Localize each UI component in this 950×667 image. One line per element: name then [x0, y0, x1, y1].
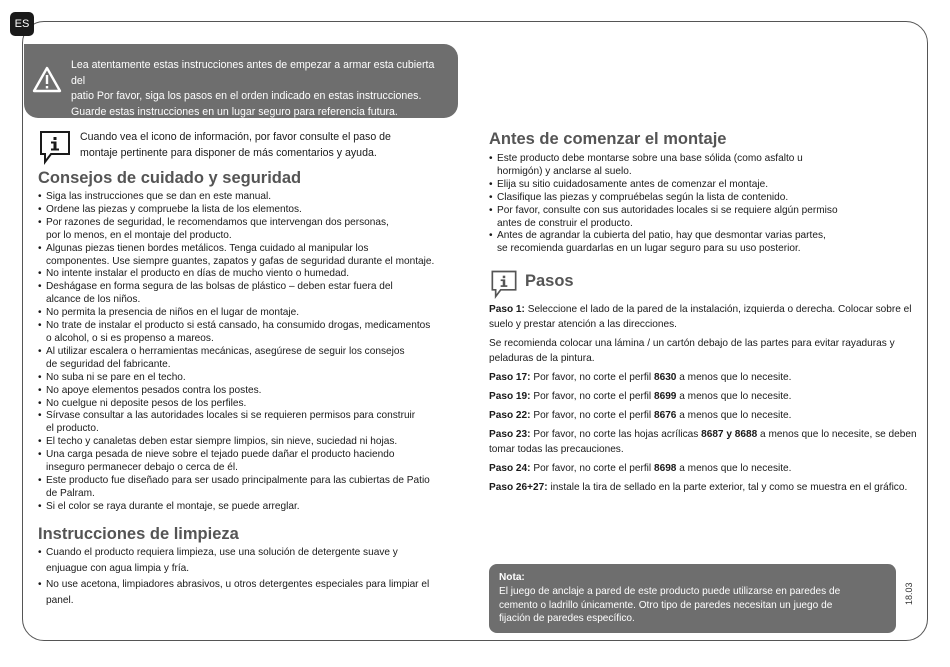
- part-code: 8698: [653, 463, 677, 474]
- page-code: 18.03: [904, 582, 914, 605]
- list-item: • No cuelgue ni deposite pesos de los perfiles.: [38, 398, 468, 411]
- step-26: [489, 480, 921, 495]
- list-item: • No apoye elementos pesados contra los postes.: [38, 385, 468, 398]
- list-item: • No permita la presencia de niños en el lugar de montaje.: [38, 307, 468, 320]
- note-line: El juego de anclaje a pared de este producto puede utilizarse en paredes de: [499, 586, 841, 598]
- step-label: Paso 19:: [489, 391, 531, 402]
- warning-text: [71, 58, 450, 120]
- note-box: [489, 564, 896, 633]
- list-item: • Una carga pesada de nieve sobre el tejado puede dañar el producto haciendo inseguro permanecer debajo o cerca de él.: [38, 449, 468, 475]
- step-text: a menos que lo necesite, se deben tomar todas las precauciones.: [489, 429, 917, 455]
- list-item: • Siga las instrucciones que se dan en este manual.: [38, 191, 468, 204]
- step-text: instale la tira de sellado en la parte exterior, tal y como se muestra en el gráfico.: [547, 482, 908, 493]
- list-item: • Elija su sitio cuidadosamente antes de comenzar el montaje.: [489, 179, 909, 192]
- warning-line: Lea atentamente estas instrucciones antes de empezar a armar esta cubierta del: [71, 59, 435, 87]
- step-text: a menos que lo necesite.: [676, 410, 792, 421]
- list-item: • Este producto fue diseñado para ser usado principalmente para las cubiertas de Patio de Palram.: [38, 475, 468, 501]
- step-label: Paso 23:: [489, 429, 531, 440]
- cleaning-title: Instrucciones de limpieza: [38, 525, 239, 543]
- list-item: • Por razones de seguridad, le recomendamos que intervengan dos personas, por lo menos, en el montaje del producto.: [38, 217, 468, 243]
- step-recommendation: Se recomienda colocar una lámina / un cartón debajo de las partes para evitar rayaduras y peladuras de la pintura.: [489, 338, 895, 364]
- note-line: fijación de paredes específico.: [499, 612, 635, 624]
- before-list: [489, 153, 909, 256]
- step-text: Por favor, no corte el perfil: [530, 463, 654, 474]
- list-item: • Al utilizar escalera o herramientas mecánicas, asegúrese de seguir los consejos de seguridad del fabricante.: [38, 346, 468, 372]
- cleaning-list: [38, 545, 468, 609]
- step-text: a menos que lo necesite.: [676, 372, 792, 383]
- step-label: Paso 22:: [489, 410, 531, 421]
- list-item: • No trate de instalar el producto si está cansado, ha consumido drogas, medicamentos o alcohol, o si es propenso a mareos.: [38, 320, 468, 346]
- step-22: [489, 408, 921, 423]
- list-item: • Si el color se raya durante el montaje, se puede arreglar.: [38, 501, 468, 514]
- warning-box: [24, 44, 458, 118]
- care-title: Consejos de cuidado y seguridad: [38, 169, 302, 187]
- part-code: 8630: [653, 372, 677, 383]
- step-17: [489, 370, 921, 385]
- info-line: Cuando vea el icono de información, por favor consulte el paso de: [80, 131, 391, 143]
- info-icon: [489, 269, 519, 299]
- step-24: [489, 461, 921, 476]
- step-text: Por favor, no corte las hojas acrílicas: [530, 429, 702, 440]
- list-item: • Sírvase consultar a las autoridades locales si se requieren permisos para construir el producto.: [38, 410, 468, 436]
- info-note: [38, 129, 458, 165]
- step-1: [489, 302, 921, 332]
- steps-list: [489, 302, 921, 499]
- step-text: Por favor, no corte el perfil: [530, 372, 654, 383]
- step-19: [489, 389, 921, 404]
- list-item: • Ordene las piezas y compruebe la lista de los elementos.: [38, 204, 468, 217]
- step-text: Por favor, no corte el perfil: [530, 410, 654, 421]
- step-label: Paso 17:: [489, 372, 531, 383]
- step-text: a menos que lo necesite.: [676, 391, 792, 402]
- list-item: • Por favor, consulte con sus autoridades locales si se requiere algún permiso antes de construir el producto.: [489, 205, 909, 231]
- warning-line: Guarde estas instrucciones en un lugar seguro para referencia futura.: [71, 105, 398, 118]
- part-code: 8687 y 8688: [701, 429, 758, 440]
- care-list: [38, 191, 468, 514]
- step-text: a menos que lo necesite.: [676, 463, 792, 474]
- step-label: Paso 26+27:: [489, 482, 548, 493]
- list-item: • Este producto debe montarse sobre una base sólida (como asfalto u hormigón) y anclarse al suelo.: [489, 153, 909, 179]
- step-label: Paso 24:: [489, 463, 531, 474]
- warning-line: patio Por favor, siga los pasos en el orden indicado en estas instrucciones.: [71, 90, 422, 102]
- note-line: cemento o ladrillo únicamente. Otro tipo de paredes necesitan un juego de: [499, 599, 833, 611]
- part-code: 8699: [653, 391, 677, 402]
- warning-triangle-icon: [32, 66, 62, 94]
- before-title: Antes de comenzar el montaje: [489, 130, 727, 148]
- note-title: Nota:: [499, 572, 525, 583]
- step-label: Paso 1:: [489, 304, 525, 315]
- info-line: montaje pertinente para disponer de más comentarios y ayuda.: [80, 146, 377, 159]
- list-item: • Algunas piezas tienen bordes metálicos. Tenga cuidado al manipular los componentes. Use siempre guantes, zapatos y gafas de seguridad durante el montaje.: [38, 243, 468, 269]
- list-item: • No intente instalar el producto en días de mucho viento o humedad.: [38, 268, 468, 281]
- language-tab: ES: [10, 12, 34, 36]
- info-icon: [38, 129, 72, 165]
- steps-heading: [489, 269, 789, 299]
- list-item: • El techo y canaletas deben estar siempre limpios, sin nieve, suciedad ni hojas.: [38, 436, 468, 449]
- step-23: [489, 427, 921, 457]
- part-code: 8676: [653, 410, 677, 421]
- list-item: • Cuando el producto requiera limpieza, use una solución de detergente suave y enjuague con agua limpia y fría.: [38, 545, 468, 577]
- list-item: • No use acetona, limpiadores abrasivos, u otros detergentes especiales para limpiar el panel.: [38, 577, 468, 609]
- steps-title: Pasos: [525, 272, 574, 290]
- list-item: • Antes de agrandar la cubierta del patio, hay que desmontar varias partes, se recomienda guardarlas en un lugar seguro para su uso posterior.: [489, 230, 909, 256]
- list-item: • Clasifique las piezas y compruébelas según la lista de contenido.: [489, 192, 909, 205]
- list-item: • No suba ni se pare en el techo.: [38, 372, 468, 385]
- step-text: Seleccione el lado de la pared de la instalación, izquierda o derecha. Colocar sobre el suelo y prestar atención a las direcciones.: [489, 304, 912, 330]
- step-text: Por favor, no corte el perfil: [530, 391, 654, 402]
- list-item: • Deshágase en forma segura de las bolsas de plástico – deben estar fuera del alcance de los niños.: [38, 281, 468, 307]
